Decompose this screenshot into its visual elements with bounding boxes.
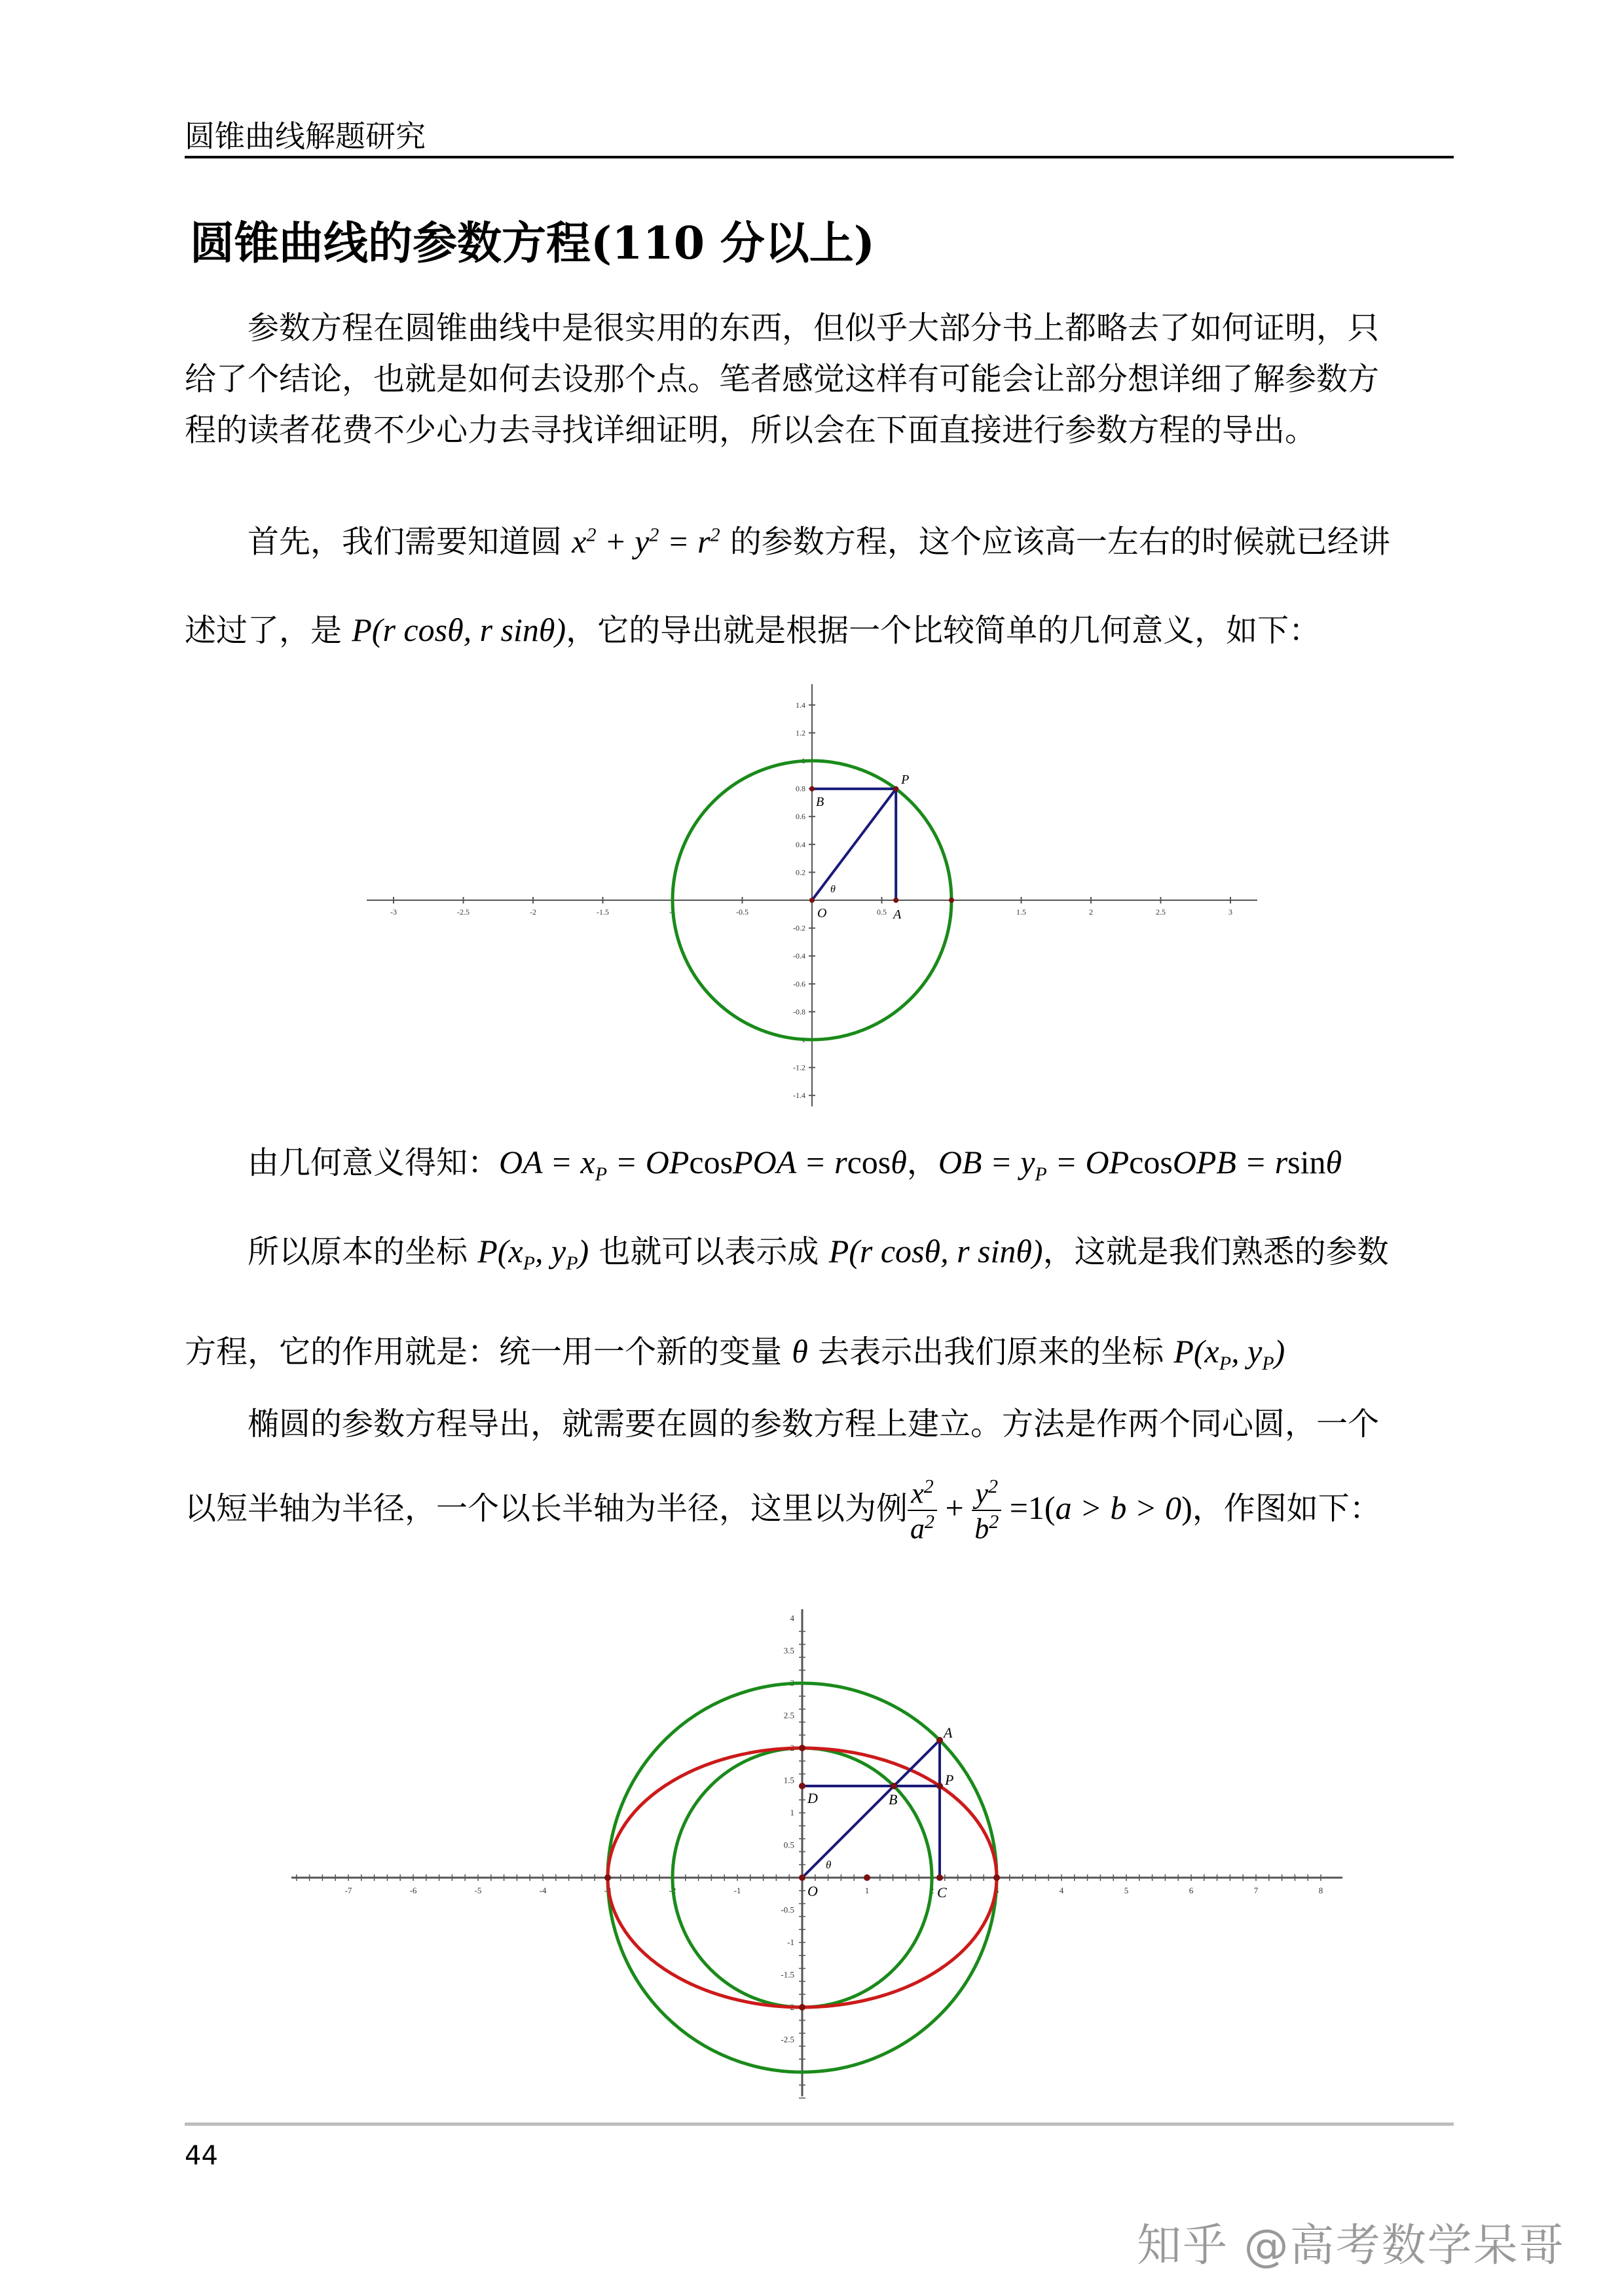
fig1-y-tick-label: 1.4 — [796, 700, 805, 710]
fig2-point-ellipse-left — [604, 1874, 611, 1881]
fig1-y-tick-label: -0.2 — [793, 923, 805, 933]
fig1-point-a — [893, 898, 898, 903]
fig1-y-tick-label: -0.4 — [793, 951, 805, 961]
fig1-label-o: O — [817, 906, 827, 920]
fig1-x-tick-label: 1.5 — [1016, 907, 1026, 917]
p2-line2: 述过了，是 P(r cosθ, r sinθ)，它的导出就是根据一个比较简单的几何意义，如下： — [185, 611, 1321, 649]
fig1-y-tick-label: 0.2 — [796, 867, 805, 877]
header-rule — [185, 156, 1454, 158]
fig1-y-tick-label: 0.6 — [796, 812, 805, 822]
fig1-y-tick-label: -0.6 — [793, 979, 805, 989]
paragraph-4 — [185, 1226, 1454, 1389]
fig2-x-tick-label: 2 — [929, 1886, 934, 1895]
fig1-point-p — [893, 786, 898, 792]
page-number: 44 — [185, 2141, 218, 2171]
fig1-axes — [367, 684, 1257, 1106]
fig1-x-tick-label: -0.5 — [736, 907, 748, 917]
ob-equation: OB = $y_P$ = OP — [938, 1144, 1130, 1185]
fig2-y-tick-label: 4 — [790, 1613, 794, 1623]
fig1-y-tick-label: -0.8 — [793, 1007, 805, 1017]
fig2-x-tick-label: -2 — [669, 1886, 676, 1895]
fig1-x-tick-label: 0.5 — [877, 907, 887, 917]
fig2-x-tick-label: 4 — [1059, 1886, 1064, 1895]
param-point: P(r cosθ, r sinθ) — [352, 611, 566, 648]
frac-y: $\frac{y^2}{b^2}$ — [972, 1476, 1001, 1545]
fig1-x-tick-label: 2 — [1089, 907, 1093, 917]
fig2-x-tick-label: -7 — [344, 1886, 352, 1895]
fig2-point-x1 — [864, 1874, 870, 1881]
fig1-y-tick-label: -1.2 — [793, 1063, 805, 1072]
running-header: 圆锥曲线解题研究 — [185, 118, 426, 154]
fig2-y-tick-label: 3.5 — [783, 1645, 794, 1656]
fig1-y-tick-label: 1.2 — [796, 728, 805, 738]
fig1-y-tick-label: -1.4 — [793, 1091, 805, 1101]
fig2-point-ellipse-right — [993, 1874, 1000, 1881]
fig2-x-tick-label: -1 — [733, 1886, 741, 1895]
fig2-x-tick-label: 6 — [1189, 1886, 1194, 1895]
fig1-y-tick-label: 0.8 — [796, 784, 805, 793]
fig2-point-a — [936, 1737, 943, 1743]
fig2-segment-oa — [802, 1740, 940, 1878]
paragraph-1 — [185, 302, 1454, 456]
fig2-x-tick-label: -5 — [474, 1886, 482, 1895]
fig2-y-tick-label: 1 — [790, 1808, 794, 1817]
p1-line2: 给了个结论，也就是如何去设那个点。笔者感觉这样有可能会让部分想详细了解参数方 — [185, 361, 1380, 397]
fig1-segments — [812, 789, 896, 900]
fig2-x-tick-label: 3 — [994, 1886, 999, 1895]
fig1-label-theta: θ — [830, 884, 836, 895]
paragraph-5 — [185, 1398, 1454, 1545]
fig2-label-a: A — [944, 1724, 953, 1741]
fig1-x-tick-label: -2.5 — [457, 907, 470, 917]
fig2-segments — [802, 1740, 940, 1878]
fig2-y-tick-label: -1 — [787, 1937, 794, 1947]
fig1-label-p: P — [901, 772, 910, 787]
fig2-point-ellipse-bottom — [799, 2004, 805, 2011]
fig2-point-b — [891, 1783, 897, 1789]
fig2-y-tick-label: -0.5 — [781, 1904, 794, 1915]
fig1-x-tick-label: 1 — [950, 907, 953, 917]
p1-line3: 程的读者花费不少心力去寻找详细证明，所以会在下面直接进行参数方程的导出。 — [185, 412, 1317, 448]
fig1-y-tick-label: 1 — [802, 756, 805, 765]
fig2-x-tick-label: -4 — [539, 1886, 547, 1895]
fig2-label-theta: θ — [826, 1859, 832, 1871]
fig1-y-tick-label: 0.4 — [796, 839, 805, 849]
figure-circle — [354, 674, 1270, 1113]
fig2-x-tick-label: 5 — [1124, 1886, 1129, 1895]
fig2-label-p: P — [945, 1771, 954, 1788]
paragraph-3: 由几何意义得知：OA = $x_P$ = OPcosPOA = rcosθ，OB = $y_P$ = OPcosOPB = rsinθ — [248, 1144, 1342, 1185]
fig2-point-ellipse-top — [799, 1745, 805, 1751]
p4-line2: 方程，它的作用就是：统一用一个新的变量 θ 去表示出我们原来的坐标 $P(x_P$, $y_P$) — [185, 1333, 1285, 1374]
fig2-label-o: O — [807, 1883, 818, 1899]
fig2-point-d — [799, 1783, 805, 1789]
fig1-x-tick-label: -2 — [530, 907, 536, 917]
fig1-label-b: B — [816, 794, 824, 809]
paragraph-2 — [185, 509, 1454, 656]
p4-line1: 所以原本的坐标 $P(x_P$, $y_P$) 也就可以表示成 P(r cosθ, r sinθ)，这就是我们熟悉的参数 — [248, 1233, 1389, 1274]
fig2-y-tick-label: -2.5 — [781, 2034, 794, 2045]
fig2-y-tick-label: -2 — [787, 2002, 794, 2012]
fig2-point-p — [936, 1783, 943, 1789]
fig2-y-tick-label: -1.5 — [781, 1969, 794, 1980]
fig1-point-o — [809, 898, 815, 903]
watermark: 知乎 @高考数学呆哥 — [1137, 2220, 1565, 2272]
fig1-y-tick-label: -1 — [799, 1035, 805, 1044]
p5-line2: 以短半轴为半径，一个以长半轴为半径，这里以为例 $\frac{x^2}{a^2}$ + $\frac{y^2}{b^2}$ =1(a > b > 0)，作图如下： — [185, 1476, 1381, 1545]
footer-rule — [185, 2123, 1454, 2126]
fig2-x-tick-label: -6 — [409, 1886, 417, 1895]
p5-line1: 椭圆的参数方程导出，就需要在圆的参数方程上建立。方法是作两个同心圆，一个 — [248, 1406, 1380, 1442]
fig2-x-tick-label: -3 — [604, 1886, 612, 1895]
point-xp-yp: $P(x_P$, $y_P$) — [477, 1233, 589, 1274]
fig1-x-tick-label: -3 — [390, 907, 397, 917]
fig2-y-tick-label: 2.5 — [783, 1710, 794, 1721]
fig2-y-tick-label: 2 — [790, 1743, 794, 1753]
fig1-x-tick-label: 2.5 — [1156, 907, 1166, 917]
fig2-point-c — [936, 1874, 943, 1881]
fig1-x-tick-label: -1 — [669, 907, 676, 917]
fig2-x-tick-label: 1 — [864, 1886, 870, 1895]
oa-equation: OA = $x_P$ = OP — [499, 1144, 690, 1185]
figure-ellipse — [288, 1604, 1362, 2102]
fig2-x-tick-label: 8 — [1318, 1886, 1323, 1895]
p1-line1: 参数方程在圆锥曲线中是很实用的东西，但似乎大部分书上都略去了如何证明，只 — [248, 310, 1380, 346]
fig2-y-tick-label: 1.5 — [783, 1775, 794, 1785]
section-title: 圆锥曲线的参数方程(110 分以上) — [190, 217, 875, 270]
p2-line1: 首先，我们需要知道圆 $x^2 + y^2 = r^2$ 的参数方程，这个应该高一左右的时候就已经讲 — [248, 522, 1390, 560]
fig2-label-d: D — [807, 1789, 818, 1806]
ellipse-condition: a > b > 0 — [1055, 1489, 1182, 1527]
fig2-y-tick-label: 0.5 — [783, 1840, 794, 1850]
fig1-x-tick-label: 3 — [1228, 907, 1232, 917]
fig1-point-x-intercept — [949, 898, 954, 903]
fig2-point-o — [799, 1874, 805, 1881]
fig1-segment-op — [812, 789, 896, 900]
fig1-point-b — [809, 786, 815, 792]
fig1-x-tick-label: -1.5 — [597, 907, 609, 917]
fig2-label-b: B — [889, 1791, 898, 1808]
frac-x: $\frac{x^2}{a^2}$ — [908, 1476, 937, 1545]
fig2-x-tick-label: 7 — [1253, 1886, 1259, 1895]
theta-variable: θ — [792, 1333, 808, 1370]
circle-equation: $x^2 + y^2 = r^2$ — [572, 522, 720, 560]
fig2-label-c: C — [937, 1884, 947, 1901]
fig1-label-a: A — [893, 907, 902, 922]
fig2-y-tick-label: 3 — [790, 1678, 794, 1688]
